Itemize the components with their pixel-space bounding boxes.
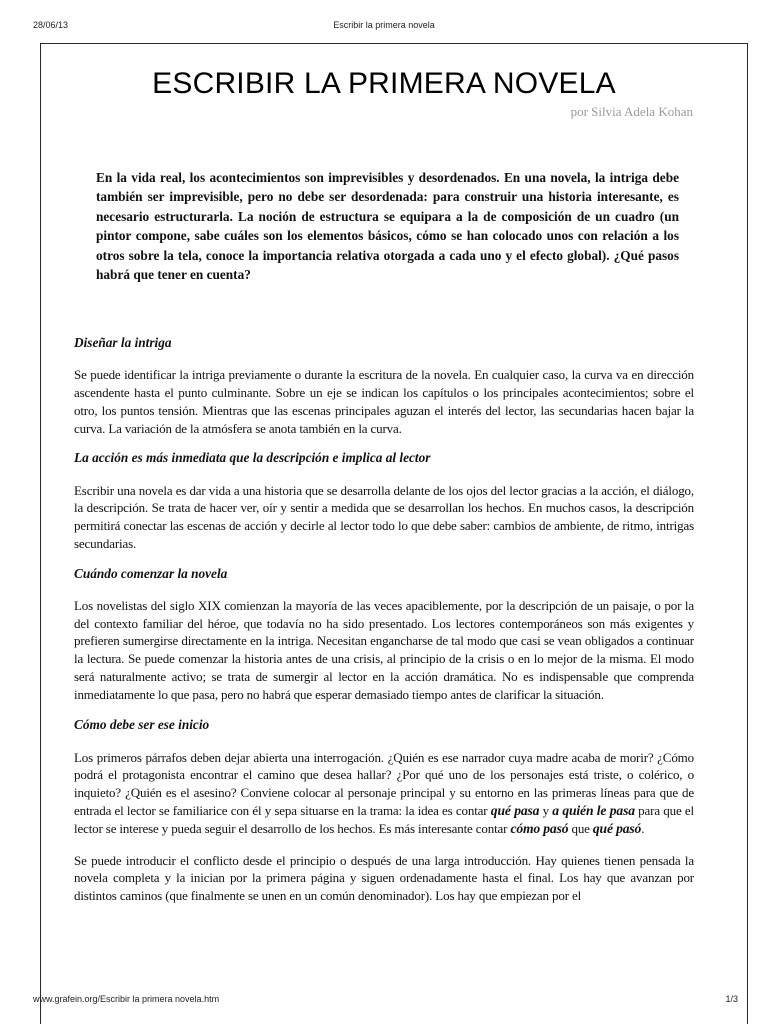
print-page-number: 1/3 bbox=[725, 994, 738, 1004]
print-footer bbox=[0, 994, 768, 1006]
section-paragraph-accion: Escribir una novela es dar vida a una historia que se desarrolla delante de los ojos del lector gracias a la acción, el diálogo, la descripción. Se trata de hacer ver, oír y sentir a medida que se desarrollan los hechos. En muchos casos, la descripción permitirá conectar las escenas de acción y decirle al lector todo lo que debe saber: cambios de ambiente, de ritmo, intrigas secundarias. bbox=[74, 482, 694, 552]
emphasis-que-pasa: qué pasa bbox=[490, 802, 540, 818]
section-heading-como-inicio: Cómo debe ser ese inicio bbox=[74, 716, 210, 732]
document-content bbox=[74, 58, 694, 988]
section-heading-cuando-comenzar: Cuándo comenzar la novela bbox=[74, 565, 228, 581]
section-paragraph-cuando-comenzar: Los novelistas del siglo XIX comienzan la mayoría de las veces apaciblemente, por la descripción de un paisaje, o por la del contexto familiar del héroe, que todavía no ha sido presentado. Los lectores contemporáneos son más exigentes y prefieren sumergirse directamente en la intriga. Necesitan engancharse de tal modo que casi se vean obligados a continuar la lectura. Se puede comenzar la historia antes de una crisis, al principio de la crisis o en lo mejor de la misma. El modo será naturalmente activo; se trata de sumergir al lector en la acción dramática. No es indispensable que comprenda inmediatamente lo que pasa, pero no habrá que esperar demasiado tiempo antes de clarificar la situación. bbox=[74, 597, 694, 702]
document-author: por Silvia Adela Kohan bbox=[570, 104, 693, 119]
intro-paragraph: En la vida real, los acontecimientos son imprevisibles y desordenados. En una novela, la intriga debe también ser imprevisible, pero no debe ser desordenada: para construir una historia interesante, es necesario estructurarla. La noción de estructura se equipara a la de composición de un cuadro (un pintor compone, sabe cuáles son los elementos básicos, cómo se han colocado unos con relación a los otros sobre la tela, conoce la importancia relativa otorgada a cada uno y el efecto global). ¿Qué pasos habrá que tener en cuenta? bbox=[96, 170, 679, 283]
section-paragraph-disenar: Se puede identificar la intriga previamente o durante la escritura de la novela. En cualquier caso, la curva va en dirección ascendente hasta el punto culminante. Sobre un eje se indican los capítulos o los principales acontecimientos; sobre el otro, los puntos tensión. Mientras que las escenas principales aguzan el interés del lector, las secundarias hacen bajar la curva. La variación de la atmósfera se anota también en la curva. bbox=[74, 367, 694, 436]
print-page-title: Escribir la primera novela bbox=[333, 20, 435, 30]
trailing-paragraph: Se puede introducir el conflicto desde el principio o después de una larga introducción. Hay quienes tienen pensada la novela completa y la inician por la primera página y siguen ordenadamente hasta el final. Los hay que avanzan por distintos caminos (que finalmente se unen en un común denominador). Los hay que empiezan por el bbox=[74, 852, 694, 904]
print-header bbox=[0, 20, 768, 32]
emphasis-que-paso: qué pasó bbox=[592, 820, 642, 836]
emphasis-como-paso: cómo pasó bbox=[510, 820, 569, 836]
section-paragraph-como-inicio bbox=[74, 749, 694, 838]
paragraph-text: y bbox=[539, 802, 553, 818]
document-title: ESCRIBIR LA PRIMERA NOVELA bbox=[152, 67, 616, 100]
paragraph-text: Los primeros párrafos deben dejar abierta una interrogación. ¿Quién es ese narrador cuya madre acaba de morir? ¿Cómo podrá el protagonista encontrar el camino que desea hallar? ¿Por qué uno de los personajes está triste, o colérico, o inquieto? ¿Quién es el asesino? Conviene colocar al personaje principal y su entorno en las primeras líneas para que de entrada el lector se familiarice con él y sepa situarse en la trama: la idea es contar bbox=[74, 749, 694, 818]
print-date: 28/06/13 bbox=[33, 20, 69, 30]
paragraph-text: que bbox=[568, 820, 593, 836]
paragraph-text: . bbox=[641, 820, 645, 836]
paragraph-text: para que el lector se interese y pueda seguir el desarrollo de los hechos. Es más interesante contar bbox=[74, 802, 694, 836]
section-heading-disenar: Diseñar la intriga bbox=[74, 335, 172, 351]
emphasis-a-quien-le-pasa: a quién le pasa bbox=[552, 802, 635, 818]
section-heading-accion: La acción es más inmediata que la descripción e implica al lector bbox=[74, 449, 431, 465]
print-url: www.grafein.org/Escribir la primera novela.htm bbox=[33, 994, 220, 1004]
